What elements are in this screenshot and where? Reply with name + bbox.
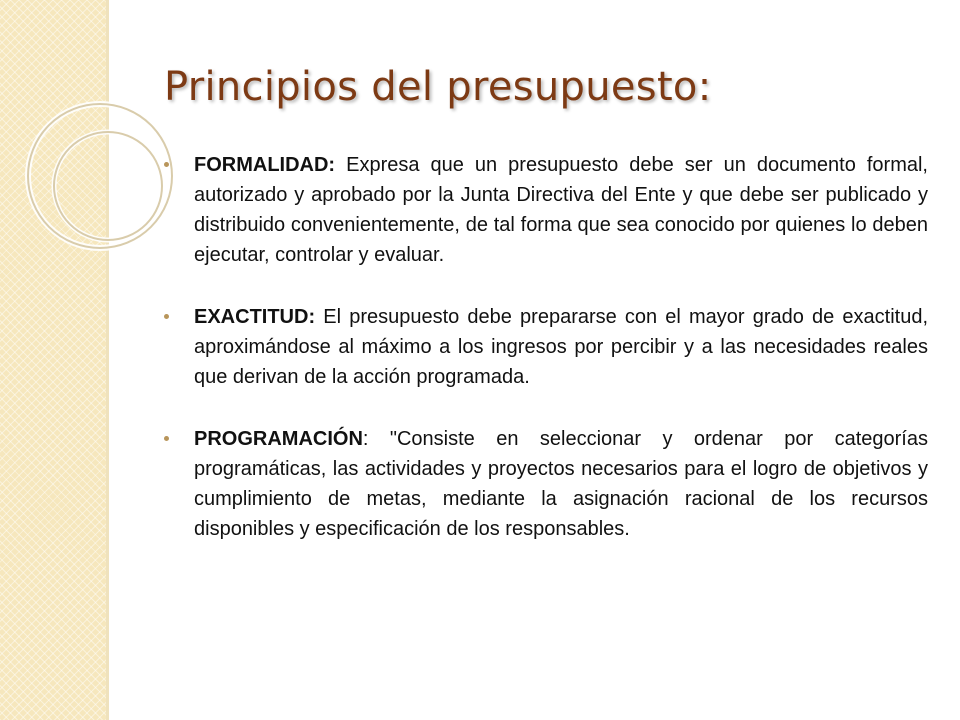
bullet-dot-icon: [164, 314, 169, 319]
description-formalidad: Expresa que un presupuesto debe ser un documento formal, autorizado y aprobado por la Junta Directiva del Ente y que debe ser publicado y distribuido convenientemente, de tal forma que sea conocido por quienes lo deben ejecutar, controlar y evaluar.: [194, 154, 928, 266]
bullet-programacion: [160, 424, 928, 544]
term-programacion: PROGRAMACIÓN: [194, 428, 363, 450]
bullet-dot-icon: [164, 436, 169, 441]
description-programacion: : "Consiste en seleccionar y ordenar por categorías programáticas, las actividades y proyectos necesarios para el logro de objetivos y cumplimiento de metas, mediante la asignación racional de los recursos disponibles y especificación de los responsables.: [194, 428, 928, 540]
term-formalidad: FORMALIDAD:: [194, 154, 336, 176]
bullet-list: [160, 150, 928, 576]
bullet-formalidad: [160, 150, 928, 270]
term-exactitud: EXACTITUD:: [194, 306, 316, 328]
slide-title: Principios del presupuesto:: [164, 64, 712, 110]
bullet-exactitud: [160, 302, 928, 392]
bullet-dot-icon: [164, 162, 169, 167]
description-exactitud: El presupuesto debe prepararse con el mayor grado de exactitud, aproximándose al máximo a los ingresos por percibir y a las necesidades reales que derivan de la acción programada.: [194, 306, 929, 388]
